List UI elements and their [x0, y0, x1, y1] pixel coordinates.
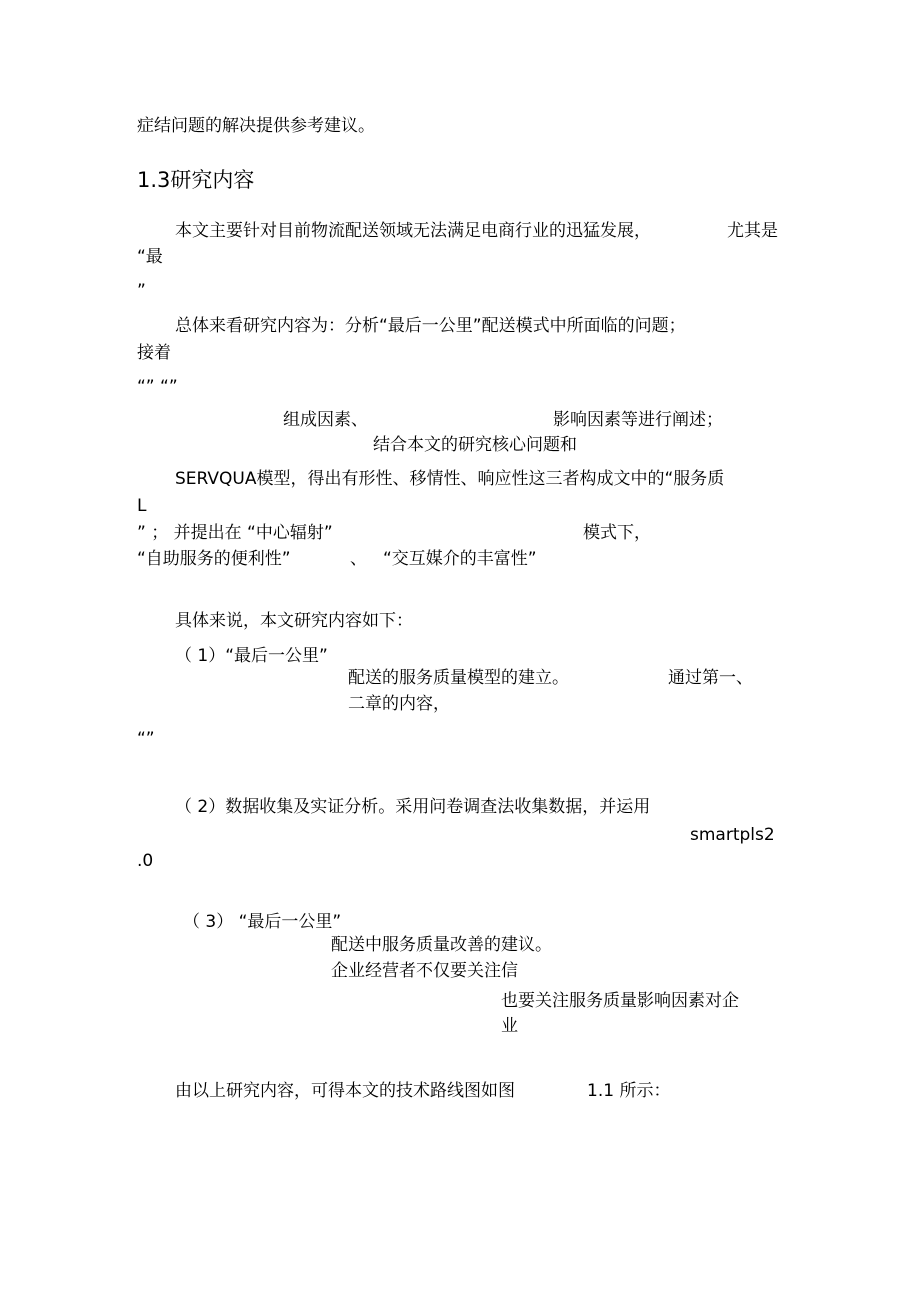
text-line: SERVQUA模型，得出有形性、移情性、响应性这三者构成文中的“服务质	[175, 469, 725, 489]
text-line: 配送中服务质量改善的建议。	[331, 935, 552, 955]
text-line: “最	[137, 247, 163, 267]
text-line: 通过第一、	[668, 668, 753, 688]
text-line: 1.1 所示：	[587, 1081, 671, 1101]
text-line: 配送的服务质量模型的建立。	[348, 668, 569, 688]
text-line: L	[137, 496, 147, 516]
text-line: 总体来看研究内容为：分析“最后一公里”配送模式中所面临的问题；	[175, 316, 686, 336]
text-line: “” “”	[137, 377, 178, 397]
text-line: 业	[501, 1016, 518, 1036]
text-line: “”	[137, 729, 155, 749]
text-line: ”	[137, 281, 146, 301]
text-line: 也要关注服务质量影响因素对企	[501, 991, 739, 1011]
text-line: （ 3） “最后一公里”	[183, 912, 342, 932]
text-line: 由以上研究内容，可得本文的技术路线图如图	[175, 1081, 515, 1101]
text-line: 、	[350, 549, 367, 569]
text-line: 组成因素、	[283, 410, 368, 430]
text-line: 症结问题的解决提供参考建议。	[137, 116, 375, 136]
text-line: 模式下，	[583, 523, 651, 543]
text-line: smartpls2	[690, 825, 775, 845]
section-heading: 1.3研究内容	[137, 168, 255, 192]
text-line: ” ； 并提出在 “中心辐射”	[137, 523, 333, 543]
text-line: 本文主要针对目前物流配送领域无法满足电商行业的迅猛发展，	[175, 221, 651, 241]
text-line: （ 2）数据收集及实证分析。采用问卷调查法收集数据，并运用	[175, 797, 651, 817]
text-line: 二章的内容，	[348, 694, 450, 714]
text-line: 影响因素等进行阐述；	[553, 410, 723, 430]
text-line: .0	[137, 851, 154, 871]
text-line: 企业经营者不仅要关注信	[331, 961, 518, 981]
text-line: 尤其是	[727, 221, 778, 241]
text-line: “交互媒介的丰富性”	[383, 549, 537, 569]
text-line: 接着	[137, 343, 171, 363]
text-line: 结合本文的研究核心问题和	[373, 435, 577, 455]
text-line: “自助服务的便利性”	[137, 549, 291, 569]
text-line: （ 1）“最后一公里”	[175, 646, 328, 666]
text-line: 具体来说，本文研究内容如下：	[175, 611, 413, 631]
